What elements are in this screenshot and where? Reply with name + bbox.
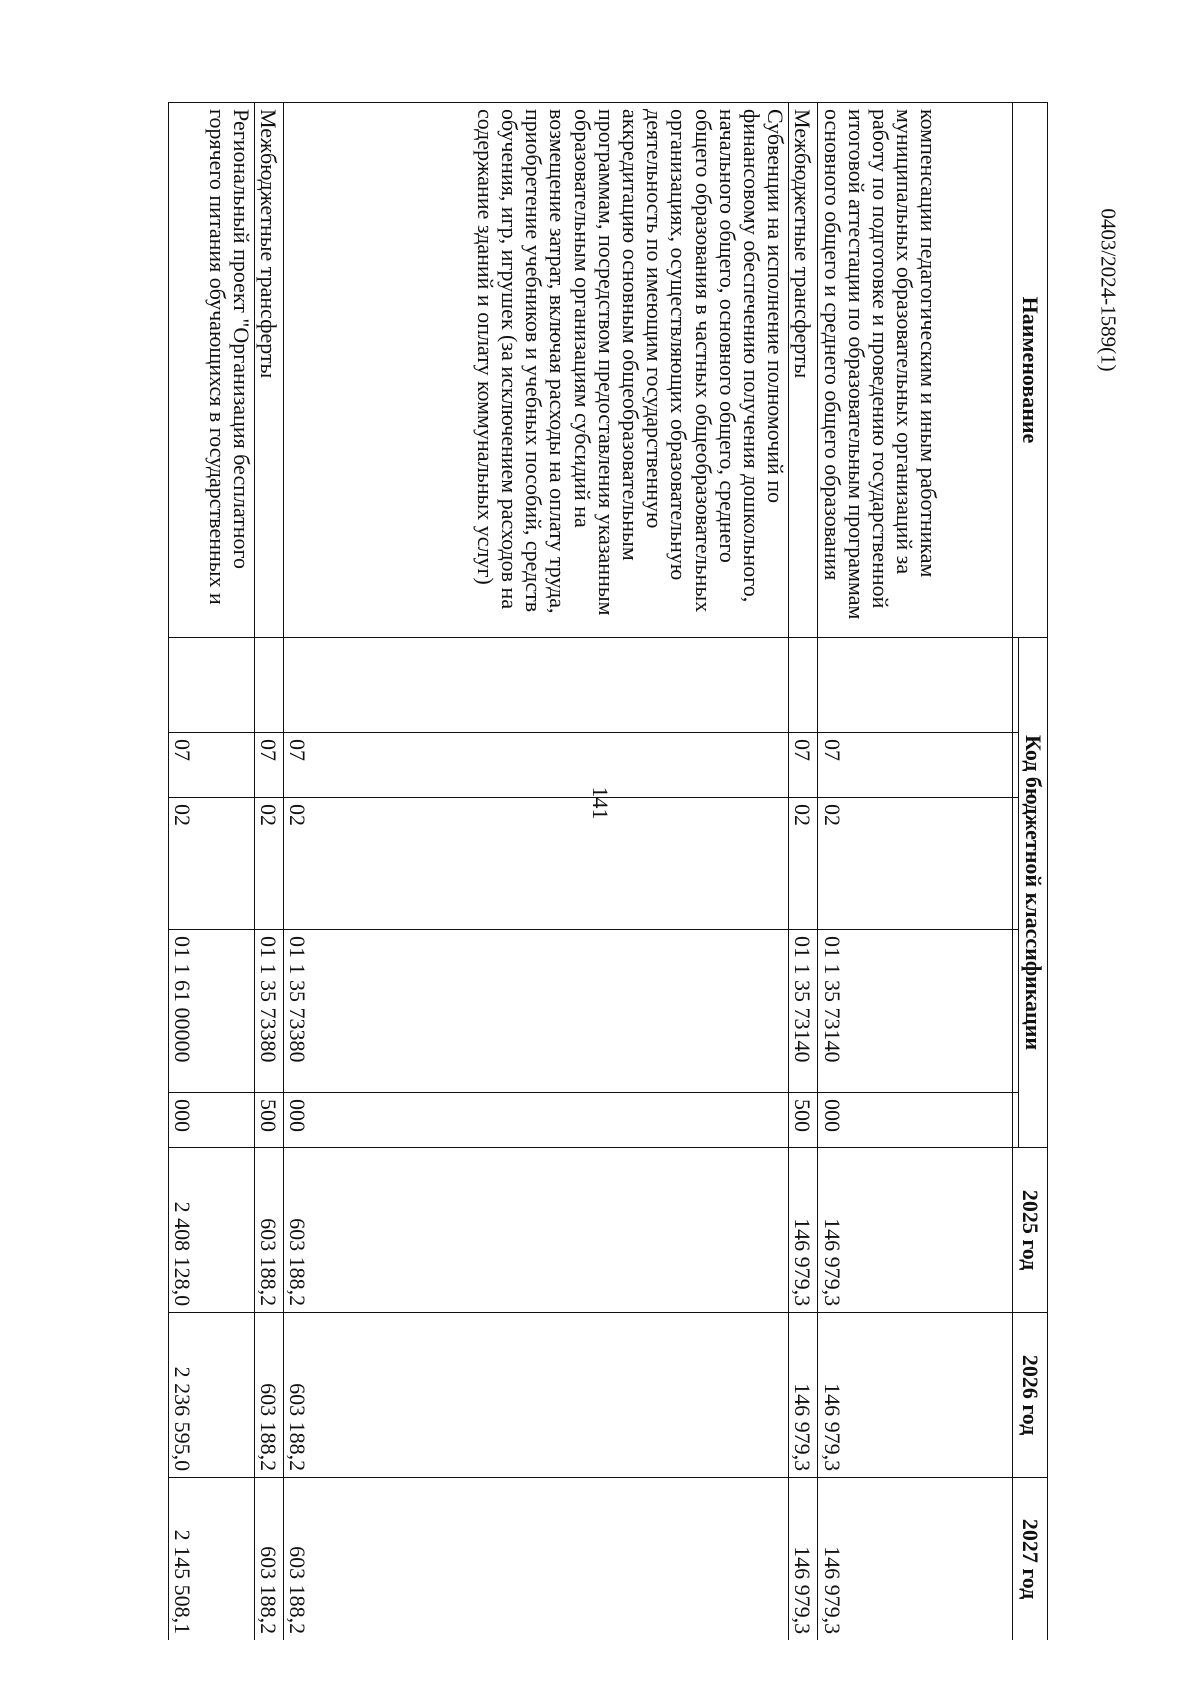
table-row bbox=[254, 103, 283, 1641]
header-code-col-4 bbox=[1012, 930, 1018, 1093]
value-2026: 2 236 595,0 bbox=[169, 1313, 255, 1478]
value-2027: 603 188,2 bbox=[254, 1478, 283, 1640]
row-name: Межбюджетные трансферты bbox=[254, 103, 283, 638]
code-expense-type: 000 bbox=[818, 1093, 1012, 1148]
row-name: Межбюджетные трансферты bbox=[789, 103, 818, 638]
budget-table-container bbox=[168, 102, 1048, 1640]
budget-table-rotated bbox=[168, 102, 1048, 1640]
value-2027: 603 188,2 bbox=[284, 1478, 789, 1640]
header-code-col-2 bbox=[1012, 733, 1018, 798]
row-name: компенсации педагогическим и иным работникам муниципальных образовательных организаций за работу по подготовке и проведению государственной итоговой аттестации по образовательным программам основного общего и среднего общего образования bbox=[818, 103, 1012, 638]
header-code-group: Код бюджетной классификации bbox=[1018, 638, 1047, 1148]
header-year-2027: 2027 год bbox=[1012, 1478, 1047, 1640]
header-year-2026: 2026 год bbox=[1012, 1313, 1047, 1478]
code-section: 07 bbox=[789, 733, 818, 798]
code-subsection: 02 bbox=[789, 798, 818, 930]
document-id: 0403/2024-1589(1) bbox=[1096, 208, 1121, 372]
header-year-2025: 2025 год bbox=[1012, 1148, 1047, 1313]
budget-table bbox=[168, 102, 1048, 1640]
header-name: Наименование bbox=[1012, 103, 1047, 638]
code-expense-type: 000 bbox=[284, 1093, 789, 1148]
row-name: Субвенции на исполнение полномочий по финансовому обеспечению получения дошкольного, начального общего, основного общего, среднего общего образования в частных общеобразовательных организациях, осуществляющих образовательную деятельность по имеющим государственную аккредитацию основным общеобразовательным программам, посредством предоставления указанным образовательным организациям субсидий на возмещение затрат, включая расходы на оплату труда, приобретение учебников и учебных пособий, средств обучения, игр, игрушек (за исключением расходов на содержание зданий и оплату коммунальных услуг) bbox=[284, 103, 789, 638]
code-subsection: 02 bbox=[818, 798, 1012, 930]
header-code-col-3 bbox=[1012, 798, 1018, 930]
code-section: 07 bbox=[169, 733, 255, 798]
value-2025: 146 979,3 bbox=[789, 1148, 818, 1313]
code-section: 07 bbox=[818, 733, 1012, 798]
code-target-article: 01 1 35 73140 bbox=[789, 930, 818, 1093]
value-2027: 146 979,3 bbox=[789, 1478, 818, 1640]
code-target-article: 01 1 61 00000 bbox=[169, 930, 255, 1093]
code-expense-type: 500 bbox=[789, 1093, 818, 1148]
code-target-article: 01 1 35 73380 bbox=[254, 930, 283, 1093]
value-2026: 146 979,3 bbox=[789, 1313, 818, 1478]
table-row bbox=[789, 103, 818, 1641]
code-expense-type: 000 bbox=[169, 1093, 255, 1148]
header-row-1 bbox=[1018, 103, 1047, 1641]
code-cell-1 bbox=[254, 638, 283, 733]
value-2027: 2 145 508,1 bbox=[169, 1478, 255, 1640]
code-section: 07 bbox=[284, 733, 789, 798]
code-cell-1 bbox=[789, 638, 818, 733]
value-2027: 146 979,3 bbox=[818, 1478, 1012, 1640]
code-subsection: 02 bbox=[254, 798, 283, 930]
code-cell-1 bbox=[284, 638, 789, 733]
page-number: 141 bbox=[588, 786, 613, 820]
value-2026: 146 979,3 bbox=[818, 1313, 1012, 1478]
value-2026: 603 188,2 bbox=[284, 1313, 789, 1478]
value-2025: 146 979,3 bbox=[818, 1148, 1012, 1313]
code-section: 07 bbox=[254, 733, 283, 798]
code-cell-1 bbox=[169, 638, 255, 733]
code-expense-type: 500 bbox=[254, 1093, 283, 1148]
table-row bbox=[818, 103, 1012, 1641]
header-code-col-5 bbox=[1012, 1093, 1018, 1148]
code-cell-1 bbox=[818, 638, 1012, 733]
value-2025: 2 408 128,0 bbox=[169, 1148, 255, 1313]
header-code-col-1 bbox=[1012, 638, 1018, 733]
value-2025: 603 188,2 bbox=[284, 1148, 789, 1313]
value-2025: 603 188,2 bbox=[254, 1148, 283, 1313]
table-row bbox=[169, 103, 255, 1641]
code-target-article: 01 1 35 73380 bbox=[284, 930, 789, 1093]
value-2026: 603 188,2 bbox=[254, 1313, 283, 1478]
table-row bbox=[284, 103, 789, 1641]
code-target-article: 01 1 35 73140 bbox=[818, 930, 1012, 1093]
row-name: Региональный проект "Организация бесплатного горячего питания обучающихся в государственных и bbox=[169, 103, 255, 638]
code-subsection: 02 bbox=[284, 798, 789, 930]
code-subsection: 02 bbox=[169, 798, 255, 930]
